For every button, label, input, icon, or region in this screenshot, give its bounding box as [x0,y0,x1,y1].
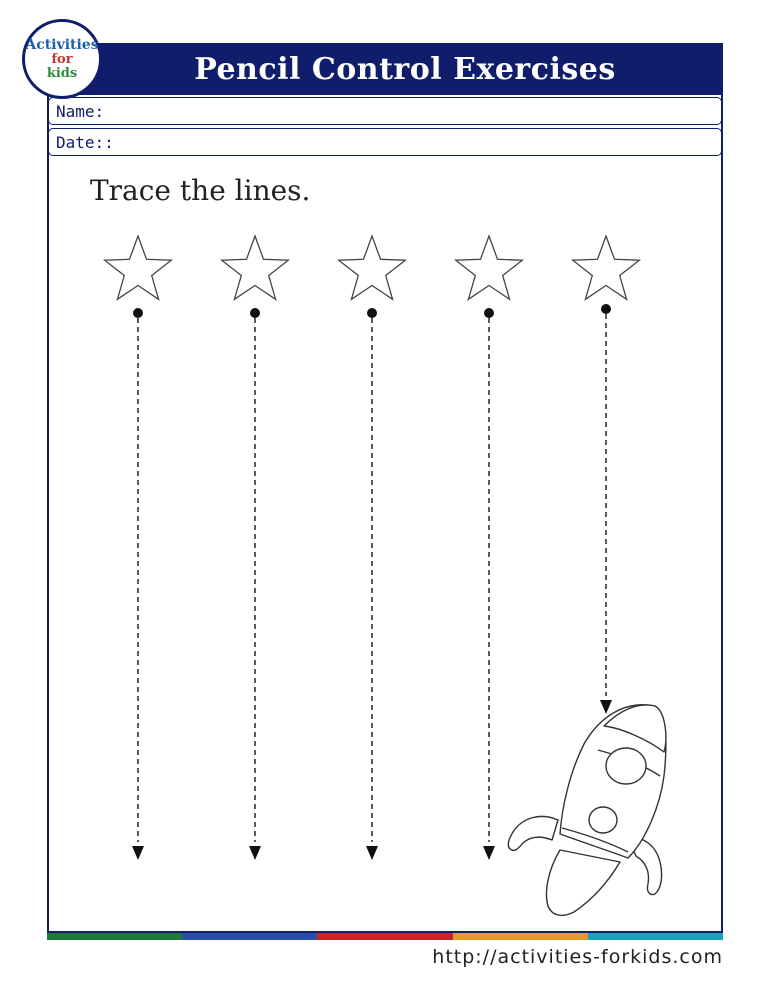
name-field[interactable] [48,97,722,125]
color-strip-segment [588,933,723,940]
logo-line-kids: kids [46,66,78,81]
page-title: Pencil Control Exercises [194,51,616,87]
logo [22,19,102,99]
color-strip-segment [47,933,182,940]
color-strip-segment [182,933,317,940]
name-label: Name: [56,101,105,121]
footer-url[interactable]: http://activities-forkids.com [432,946,723,968]
instruction-text: Trace the lines. [90,174,311,207]
color-strip-segment [453,933,588,940]
logo-line-for: for [51,52,73,67]
logo-line-activities: Activities [25,37,99,53]
date-field[interactable] [48,128,722,156]
date-label: Date:: [56,132,114,152]
color-strip [47,933,723,940]
color-strip-segment [317,933,452,940]
title-bar [47,43,723,95]
